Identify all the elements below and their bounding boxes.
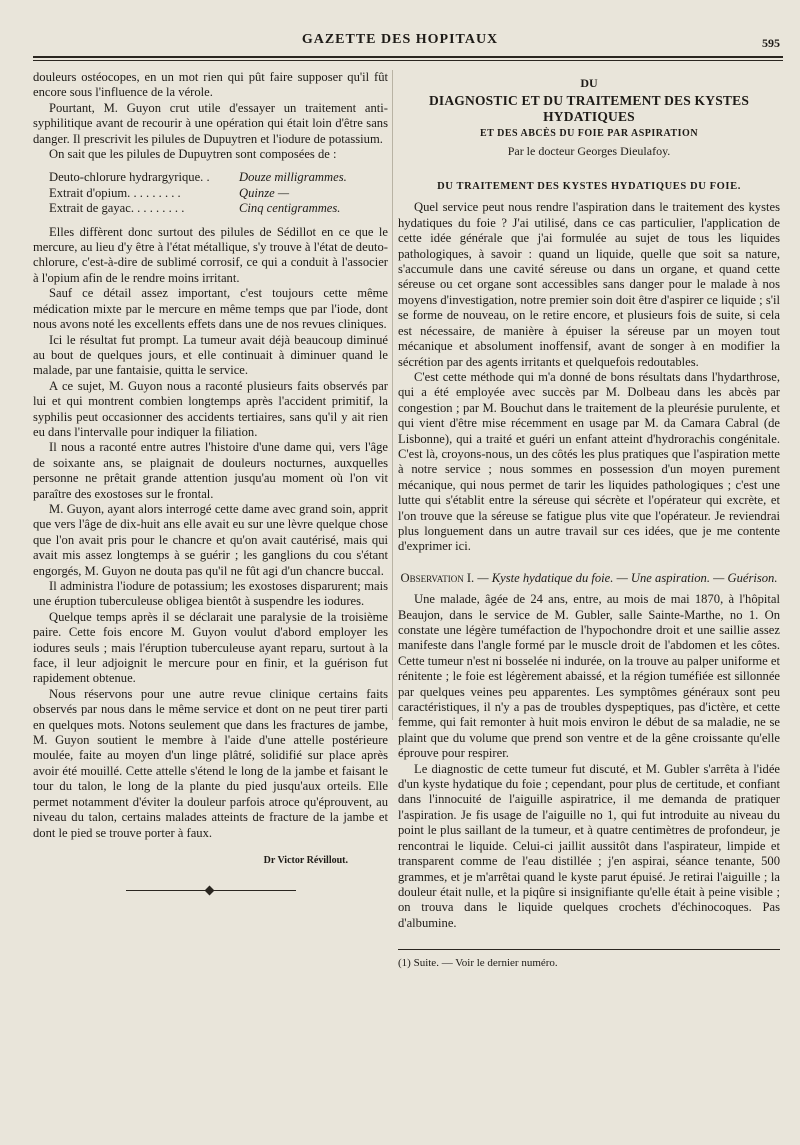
- column-divider: [392, 70, 393, 720]
- formula-ingredient: Deuto-chlorure hydrargyrique. .: [49, 170, 210, 185]
- paragraph: A ce sujet, M. Guyon nous a raconté plusieurs faits observés par lui et qui montrent combien longtemps après l'accident primitif, la syphilis peut occasionner des accidents tertiaires, sans qu'il y ait rien eu dans l'intervalle pour indiquer la filiation.: [33, 378, 388, 439]
- formula-ingredient: Extrait de gayac. . . . . . . . .: [49, 201, 185, 216]
- paragraph: Quelque temps après il se déclarait une paralysie de la troisième paire. Cette fois encore M. Guyon voulut d'abord employer les iodures seuls ; mais l'éruption tuberculeuse ayant reparu, surtout à la face, il leur adjoignit le mercure pour en finir, et la guérison fut rapidement obtenue.: [33, 609, 388, 686]
- formula-row: [49, 186, 388, 201]
- article-kicker: DU: [580, 76, 598, 90]
- journal-title: GAZETTE DES HOPITAUX: [301, 32, 499, 47]
- section-ornament: [126, 886, 296, 894]
- header-rule: [33, 56, 783, 58]
- right-column: [398, 70, 780, 972]
- author-signature: Dr Victor Révillout.: [263, 854, 348, 866]
- formula-row: [49, 201, 388, 216]
- section-heading: DU TRAITEMENT DES KYSTES HYDATIQUES DU FOIE.: [437, 181, 741, 193]
- formula-quantity: Cinq centigrammes.: [239, 201, 341, 216]
- paragraph: Il nous a raconté entre autres l'histoire d'une dame qui, vers l'âge de soixante ans, se plaignait de douleurs nocturnes, auxquelles personne ne prêtait grande attention jusqu'au moment où l'on vit paraître des exostoses sur le frontal.: [33, 440, 388, 501]
- paragraph: Nous réservons pour une autre revue clinique certains faits observés par nous dans le même service et dont on ne peut tirer parti en quelques mots. Notons seulement que dans les fractures de jambe, M. Guyon soutient le membre à l'aide d'une attelle postérieure moulée, faite au moyen d'un linge plâtré, solidifié sur place après avoir été mouillé. Cette attelle s'étend le long de la jambe et faisant le tour du talon, le long de la plante du pied jusqu'aux orteils. Elle permet notamment d'éviter la douleur parfois atroce qu'éprouvent, au niveau du talon, certains malades atteints de fracture de la jambe et dont le pied se trouve porter à faux.: [33, 686, 388, 840]
- pill-formula: [49, 170, 388, 216]
- paragraph: Il administra l'iodure de potassium; les exostoses disparurent; mais une éruption tuberculeuse obligea bientôt à suspendre les iodures.: [33, 579, 388, 609]
- footnote-rule: [398, 949, 780, 950]
- article-author: Par le docteur Georges Dieulafoy.: [507, 143, 671, 158]
- observation-heading: [398, 571, 780, 586]
- page-number: 595: [762, 36, 780, 50]
- footnote: (1) Suite. — Voir le dernier numéro.: [398, 957, 558, 970]
- paragraph: Une malade, âgée de 24 ans, entre, au mois de mai 1870, à l'hôpital Beaujon, dans le service de M. Gubler, salle Sainte-Marthe, no 1. On constate une légère tuméfaction de l'hypochondre droit et une saillie assez manifeste dans l'angle formé par le muscle droit de l'abdomen et les côtes. Cette tumeur n'est ni bosselée ni indurée, on la trouve au palper uniforme et rénitente ; le foie est légèrement abaissé, et la région tuméfiée est sillonnée par quelques veines peu apparentes. Les symptômes généraux sont peu caractéristiques, il n'y a pas de troubles dyspeptiques, pas d'ictère, et cette femme, qui fait remonter à huit mois environ le début de sa maladie, ne se plaint que du volume que prend son ventre et de la gêne croissante qu'elle éprouve pour respirer.: [398, 592, 780, 761]
- running-header: [0, 30, 800, 54]
- formula-quantity: Douze milligrammes.: [239, 170, 347, 185]
- article-subtitle: ET DES ABCÈS DU FOIE PAR ASPIRATION: [479, 128, 699, 140]
- paragraph: Pourtant, M. Guyon crut utile d'essayer un traitement anti-syphilitique avant de recourir à une opération qui était loin d'être sans danger. Il prescrivit les pilules de Dupuytren et l'iodure de potassium.: [33, 100, 388, 146]
- formula-row: [49, 170, 388, 185]
- formula-quantity: Quinze —: [239, 185, 290, 200]
- article-title: DIAGNOSTIC ET DU TRAITEMENT DES KYSTES HYDATIQUES: [428, 93, 750, 124]
- paragraph: Sauf ce détail assez important, c'est toujours cette même médication mixte par le mercure en même temps que par l'iode, dont nous avons noté les excellents effets dans une de nos revues cliniques.: [33, 286, 388, 332]
- paragraph: douleurs ostéocopes, en un mot rien qui pût faire supposer qu'il fût encore sous l'influence de la vérole.: [33, 70, 388, 100]
- paragraph: Elles diffèrent donc surtout des pilules de Sédillot en ce que le mercure, au lieu d'y être à l'état métallique, s'y trouve à l'état de deuto-chlorure, c'est-à-dire de sublimé corrosif, ce qui a conduit à l'associer à l'opium afin de le rendre moins irritant.: [33, 224, 388, 285]
- header-rule-thin: [33, 60, 783, 61]
- paragraph: On sait que les pilules de Dupuytren sont composées de :: [49, 147, 337, 162]
- paragraph: M. Guyon, ayant alors interrogé cette dame avec grand soin, apprit que vers l'âge de dix-huit ans elle avait eu sur une lèvre quelque chose que l'on avait pris pour le chancre et qu'on avait cautérisé, mais qui avait mis assez longtemps à se guérir ; les ganglions du cou s'étant engorgés, M. Guyon ne douta pas qu'il ne fût agi d'un chancre buccal.: [33, 501, 388, 578]
- formula-ingredient: Extrait d'opium. . . . . . . . .: [49, 185, 181, 200]
- left-column: [33, 70, 388, 894]
- observation-label: Observation I.: [400, 570, 475, 585]
- paragraph: C'est cette méthode qui m'a donné de bons résultats dans l'hydarthrose, qui a été employée avec succès par M. Dolbeau dans les abcès par congestion ; par M. Bouchut dans le traitement de la pleurésie purulente, et qui vient d'être mise récemment en usage par M. da Camara Cabral (de Lisbonne), qui a traité et guéri un enfant atteint d'hydrorachis congénitale. C'est là, croyons-nous, un des côtés les plus pratiques que l'aspiration mette à notre service ; nous sommes en possession d'un moyen purement mécanique, qui nous permet de tarir les liquides pathologiques ; c'est une lutte qui s'établit entre la séreuse qui sécrète et l'opérateur qui excrète, et l'on trouve que la séreuse se fatigue plus vite que l'opérateur. Je reviendrai plus longuement dans un autre travail sur ces idées, que je me contente d'exprimer ici.: [398, 369, 780, 554]
- paragraph: Le diagnostic de cette tumeur fut discuté, et M. Gubler s'arrêta à l'idée d'un kyste hydatique du foie ; cependant, pour plus de certitude, et confiant dans l'innocuité de l'aiguille aspiratrice, il me demanda de pratiquer l'aspiration. Je fis usage de l'aiguille no 1, qui fut introduite au niveau du point le plus saillant de la tumeur, et à quatre centimètres de profondeur, je rencontrai le liquide. Celui-ci jaillit aussitôt dans l'aspirateur, limpide et transparent comme de l'eau distillée ; j'en aspirai, séance tenante, 500 grammes, et je m'arrêtai quand le kyste parut épuisé. Je retirai l'aiguille ; la douleur était nulle, et la piqûre si insignifiante qu'elle était à peine visible ; on trouva dans le liquide quelques crochets d'échinocoques. Pas d'albumine.: [398, 761, 780, 930]
- paragraph: Ici le résultat fut prompt. La tumeur avait déjà beaucoup diminué au bout de quelques jours, et elle continuait à diminuer quand le malade, par une fantaisie, quitta le service.: [33, 332, 388, 378]
- paragraph: Quel service peut nous rendre l'aspiration dans le traitement des kystes hydatiques du foie ? J'ai utilisé, dans ce cas particulier, l'application de cette idée générale que j'ai formulée au sujet de tous les liquides pathologiques, à savoir : quand un liquide, quelle que soit sa nature, s'accumule dans une cavité séreuse ou dans un organe, et quand cette séreuse ou cet organe sont accessibles sans danger pour le malade à nos moyens d'investigation, notre premier soin doit être d'aspirer ce liquide ; s'il se forme de nouveau, on le retire encore, et plusieurs fois de suite, si cela est nécessaire, de manière à épuiser la séreuse par un moyen tout mécanique et absolument inoffensif, avant de songer à en modifier la sécrétion par des agents irritants et quelquefois redoutables.: [398, 200, 780, 369]
- observation-title: — Kyste hydatique du foie. — Une aspiration. — Guérison.: [477, 570, 778, 585]
